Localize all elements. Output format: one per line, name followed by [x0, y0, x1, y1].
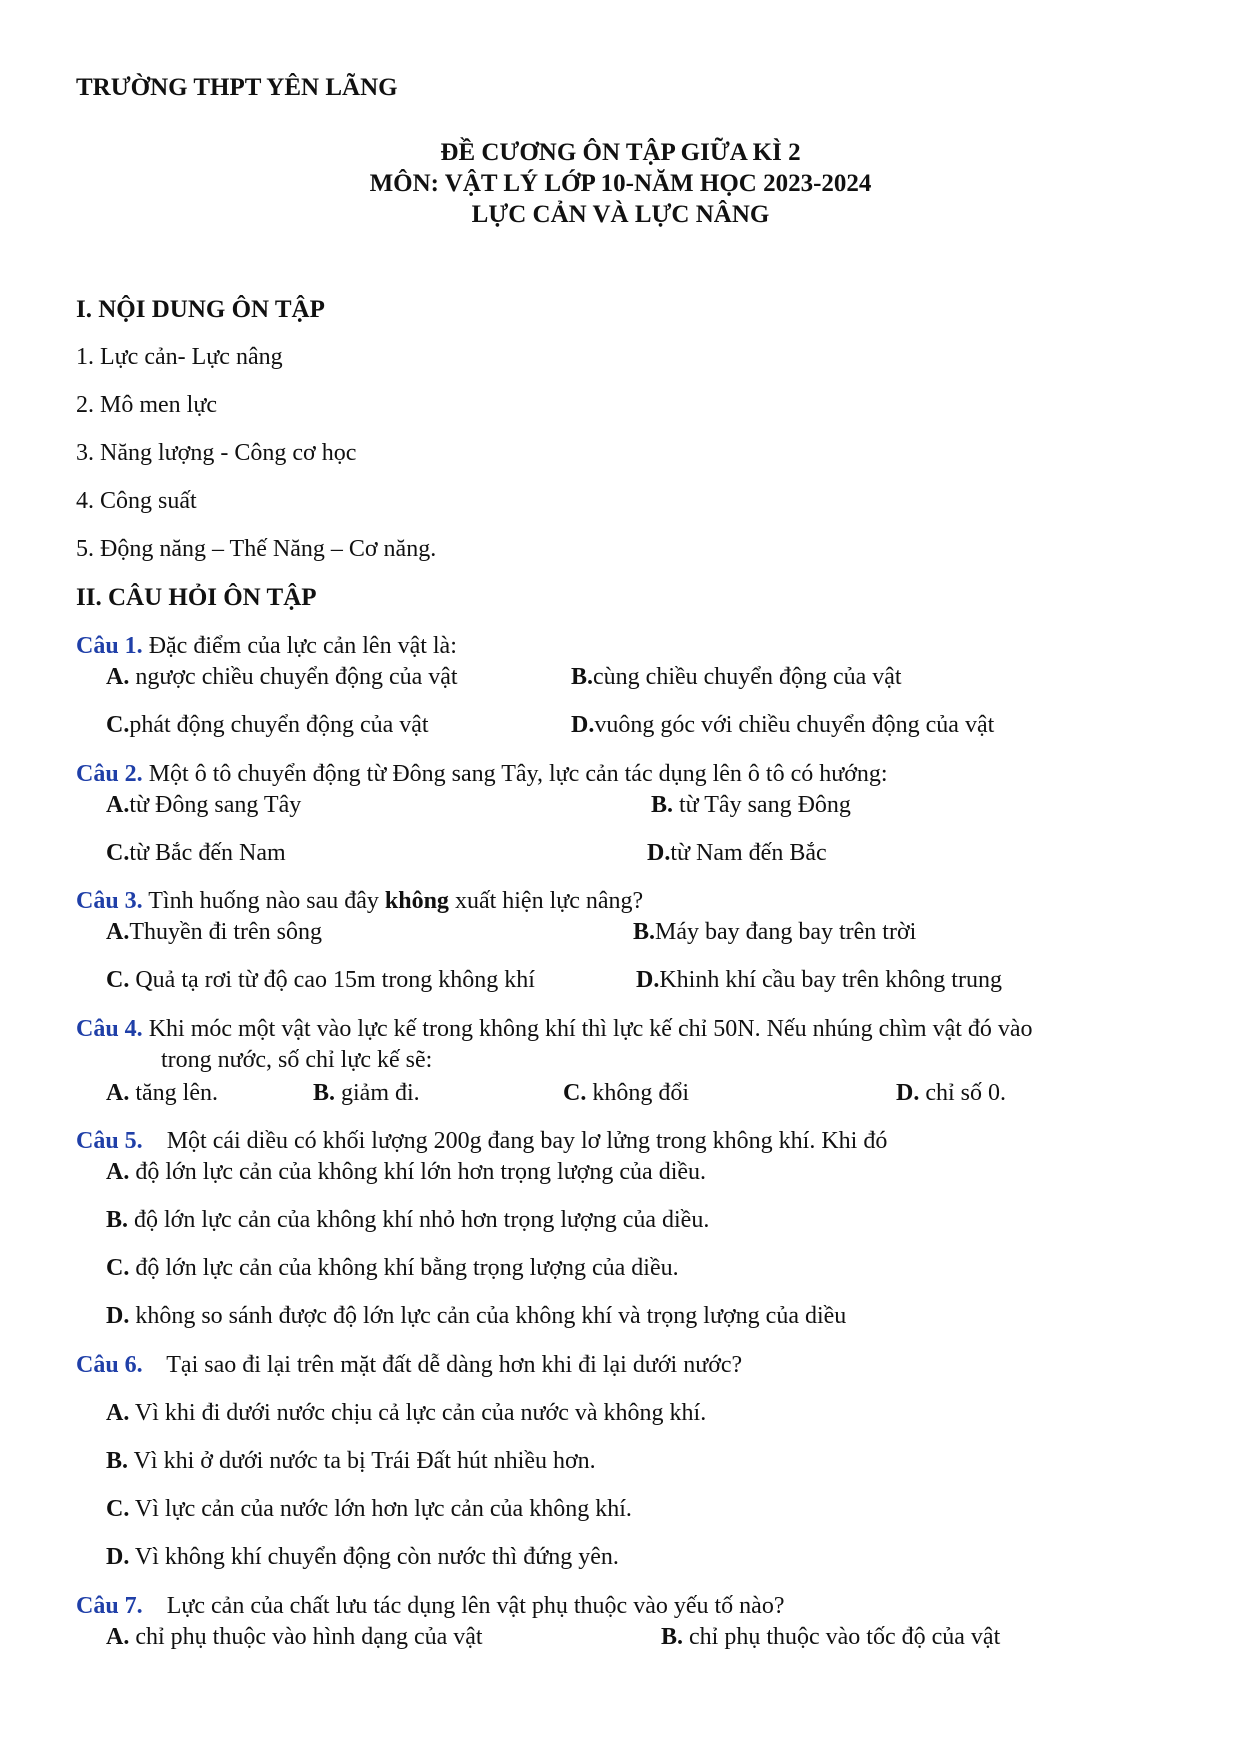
option-letter: A.	[106, 1159, 130, 1185]
option-b	[633, 919, 916, 946]
option-a	[106, 792, 301, 819]
option-letter: C.	[563, 1080, 587, 1106]
option-text: từ Đông sang Tây	[129, 792, 302, 818]
option-text: độ lớn lực cản của không khí nhỏ hơn trọng lượng của diều.	[128, 1207, 710, 1233]
question-6	[76, 1352, 742, 1379]
option-text: chỉ phụ thuộc vào hình dạng của vật	[129, 1624, 483, 1650]
section-1-heading: I. NỘI DUNG ÔN TẬP	[76, 296, 325, 323]
option-text: Quả tạ rơi từ độ cao 15m trong không khí	[129, 967, 535, 993]
option-text: từ Bắc đến Nam	[129, 840, 286, 866]
question-4-text-continued: trong nước, số chỉ lực kế sẽ:	[161, 1047, 433, 1073]
option-letter: B.	[313, 1080, 336, 1106]
question-4	[76, 1016, 1033, 1043]
section-2-heading: II. CÂU HỎI ÔN TẬP	[76, 584, 317, 611]
option-letter: C.	[106, 840, 130, 866]
option-letter: B.	[661, 1624, 684, 1650]
school-name: TRƯỜNG THPT YÊN LÃNG	[76, 74, 398, 101]
question-label: Câu 1.	[76, 633, 143, 659]
option-text: Khinh khí cầu bay trên không trung	[659, 967, 1002, 993]
option-letter: C.	[106, 1496, 130, 1522]
option-text: Máy bay đang bay trên trời	[655, 919, 917, 945]
option-letter: D.	[571, 712, 595, 738]
option-d	[636, 967, 1002, 994]
option-text: giảm đi.	[335, 1080, 420, 1106]
option-d	[571, 712, 994, 739]
option-text: ngược chiều chuyển động của vật	[129, 664, 458, 690]
option-b	[571, 664, 902, 691]
option-letter: A.	[106, 919, 130, 945]
option-letter: A.	[106, 792, 130, 818]
option-d	[106, 1544, 619, 1571]
option-text: không so sánh được độ lớn lực cản của không khí và trọng lượng của diều	[129, 1303, 847, 1329]
title-line-1: ĐỀ CƯƠNG ÔN TẬP GIỮA KÌ 2	[440, 139, 801, 166]
question-5	[76, 1128, 887, 1155]
option-letter: A.	[106, 1080, 130, 1106]
emphasis-word: không	[384, 888, 449, 914]
option-letter: A.	[106, 664, 130, 690]
option-c	[106, 967, 535, 994]
option-b	[106, 1448, 596, 1475]
option-letter: C.	[106, 967, 130, 993]
option-b	[651, 792, 851, 819]
option-c	[106, 840, 286, 867]
option-text: chỉ số 0.	[919, 1080, 1007, 1106]
option-text: cùng chiều chuyển động của vật	[593, 664, 902, 690]
question-label: Câu 5.	[76, 1128, 143, 1154]
option-text: chỉ phụ thuộc vào tốc độ của vật	[683, 1624, 1001, 1650]
review-item-5: 5. Động năng – Thế Năng – Cơ năng.	[76, 536, 437, 562]
review-item-1: 1. Lực cản- Lực nâng	[76, 344, 283, 370]
question-label: Câu 7.	[76, 1593, 143, 1619]
question-text: Tại sao đi lại trên mặt đất dễ dàng hơn khi đi lại dưới nước?	[142, 1352, 743, 1378]
option-letter: C.	[106, 712, 130, 738]
review-item-3: 3. Năng lượng - Công cơ học	[76, 440, 357, 466]
question-text: Khi móc một vật vào lực kế trong không khí thì lực kế chỉ 50N. Nếu nhúng chìm vật đó vào	[142, 1016, 1033, 1042]
title-line-2: MÔN: VẬT LÝ LỚP 10-NĂM HỌC 2023-2024	[369, 170, 872, 197]
question-text: Đặc điểm của lực cản lên vật là:	[142, 633, 457, 659]
option-a	[106, 1400, 706, 1427]
option-letter: D.	[896, 1080, 920, 1106]
option-text: từ Nam đến Bắc	[670, 840, 827, 866]
review-item-4: 4. Công suất	[76, 488, 197, 514]
option-c	[106, 1496, 632, 1523]
option-letter: C.	[106, 1255, 130, 1281]
option-a	[106, 1624, 483, 1651]
question-7	[76, 1593, 784, 1620]
option-text: Vì khi ở dưới nước ta bị Trái Đất hút nhiều hơn.	[128, 1448, 596, 1474]
question-text: Một ô tô chuyển động từ Đông sang Tây, lực cản tác dụng lên ô tô có hướng:	[142, 761, 888, 787]
option-text: vuông góc với chiều chuyển động của vật	[594, 712, 995, 738]
option-letter: D.	[636, 967, 660, 993]
question-3: Câu 3. Tình huống nào sau đây không xuất hiện lực nâng?	[76, 888, 644, 914]
option-text: độ lớn lực cản của không khí lớn hơn trọng lượng của diều.	[129, 1159, 707, 1185]
question-2	[76, 761, 888, 788]
option-letter: B.	[106, 1448, 129, 1474]
option-d	[896, 1080, 1006, 1107]
option-text: Thuyền đi trên sông	[129, 919, 322, 945]
option-letter: B.	[571, 664, 594, 690]
option-d	[106, 1303, 846, 1330]
question-text: Lực cản của chất lưu tác dụng lên vật phụ thuộc vào yếu tố nào?	[142, 1593, 785, 1619]
option-b	[106, 1207, 709, 1234]
question-text: Một cái diều có khối lượng 200g đang bay lơ lửng trong không khí. Khi đó	[142, 1128, 888, 1154]
question-label: Câu 3.	[76, 888, 143, 914]
option-text: Vì lực cản của nước lớn hơn lực cản của không khí.	[129, 1496, 632, 1522]
option-d	[647, 840, 827, 867]
option-b	[313, 1080, 420, 1107]
review-item-2: 2. Mô men lực	[76, 392, 217, 418]
option-c	[106, 1255, 679, 1282]
question-label: Câu 2.	[76, 761, 143, 787]
option-letter: B.	[651, 792, 674, 818]
option-text: độ lớn lực cản của không khí bằng trọng lượng của diều.	[129, 1255, 679, 1281]
option-letter: A.	[106, 1624, 130, 1650]
question-label: Câu 6.	[76, 1352, 143, 1378]
option-text: từ Tây sang Đông	[673, 792, 851, 818]
option-text: không đổi	[586, 1080, 690, 1106]
document-title	[0, 137, 1241, 230]
option-letter: D.	[106, 1544, 130, 1570]
option-text: tăng lên.	[129, 1080, 218, 1106]
option-text: Vì không khí chuyển động còn nước thì đứng yên.	[129, 1544, 619, 1570]
option-a	[106, 664, 458, 691]
option-text: Vì khi đi dưới nước chịu cả lực cản của nước và không khí.	[129, 1400, 707, 1426]
option-a	[106, 1080, 218, 1107]
question-1	[76, 633, 457, 660]
option-b	[661, 1624, 1000, 1651]
option-letter: D.	[106, 1303, 130, 1329]
option-letter: B.	[106, 1207, 129, 1233]
option-text: phát động chuyển động của vật	[129, 712, 429, 738]
option-c	[106, 712, 429, 739]
title-line-3: LỰC CẢN VÀ LỰC NÂNG	[471, 201, 770, 228]
option-c	[563, 1080, 689, 1107]
option-a	[106, 1159, 706, 1186]
option-a	[106, 919, 322, 946]
option-letter: A.	[106, 1400, 130, 1426]
option-letter: B.	[633, 919, 656, 945]
option-letter: D.	[647, 840, 671, 866]
question-label: Câu 4.	[76, 1016, 143, 1042]
